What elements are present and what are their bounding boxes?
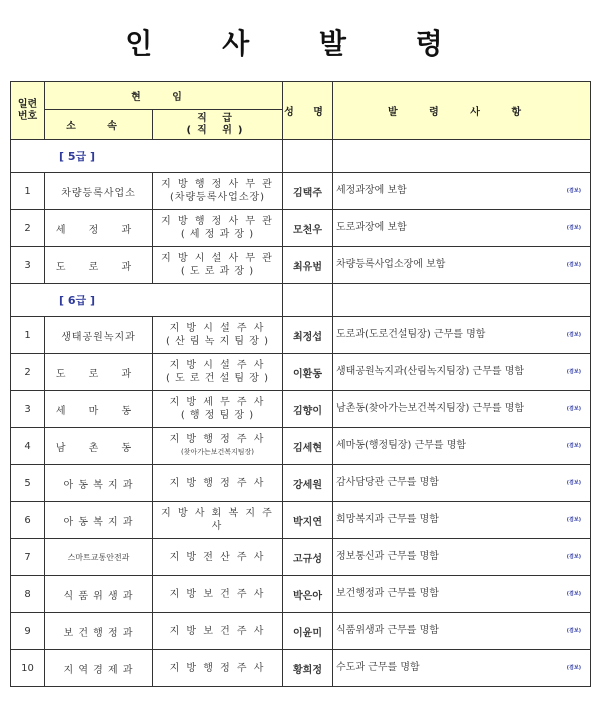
order-text: 도로과(도로건설팀장) 근무를 명함 bbox=[336, 329, 486, 340]
order-text: 세마동(행정팀장) 근무를 명함 bbox=[336, 440, 467, 451]
serial-number: 3 bbox=[11, 247, 45, 284]
serial-number: 1 bbox=[11, 317, 45, 354]
person-name: 모천우 bbox=[283, 210, 333, 247]
order-text: 남촌동(찾아가는보건복지팀장) 근무를 명함 bbox=[336, 403, 525, 414]
person-name: 고규성 bbox=[283, 539, 333, 576]
serial-number: 3 bbox=[11, 391, 45, 428]
concurrent-tag: (겸보) bbox=[566, 188, 581, 194]
person-name: 이환동 bbox=[283, 354, 333, 391]
header-serial-number bbox=[11, 82, 45, 140]
table-row bbox=[11, 317, 591, 354]
order-text: 도로과장에 보함 bbox=[336, 222, 407, 233]
department-cell: 아 동 복 지 과 bbox=[45, 465, 153, 502]
table-row bbox=[11, 173, 591, 210]
section-empty-cell bbox=[283, 284, 333, 317]
order-cell bbox=[333, 210, 591, 247]
order-text: 보건행정과 근무를 명함 bbox=[336, 588, 439, 599]
concurrent-tag: (겸보) bbox=[566, 554, 581, 560]
position-grade: 지 방 보 건 주 사 bbox=[169, 625, 266, 637]
order-cell bbox=[333, 428, 591, 465]
concurrent-tag: (겸보) bbox=[566, 369, 581, 375]
concurrent-tag: (겸보) bbox=[566, 628, 581, 634]
serial-number: 1 bbox=[11, 173, 45, 210]
header-current-post: 현 임 bbox=[45, 82, 283, 110]
page-title: 인 사 발 령 bbox=[125, 27, 473, 60]
header-position bbox=[153, 110, 283, 140]
position-grade: 지 방 행 정 주 사 bbox=[169, 662, 266, 674]
header-name: 성 명 bbox=[283, 82, 333, 140]
table-row bbox=[11, 391, 591, 428]
person-name: 박은아 bbox=[283, 576, 333, 613]
position-cell bbox=[153, 428, 283, 465]
position-grade: 지 방 사 회 복 지 주 사 bbox=[161, 508, 274, 532]
position-cell bbox=[153, 247, 283, 284]
position-grade: 지 방 시 설 주 사 bbox=[169, 323, 266, 334]
order-text: 정보통신과 근무를 명함 bbox=[336, 551, 439, 562]
department-cell: 생태공원녹지과 bbox=[45, 317, 153, 354]
position-grade: 지 방 시 설 사 무 관 bbox=[161, 253, 274, 264]
person-name: 강세원 bbox=[283, 465, 333, 502]
order-cell bbox=[333, 391, 591, 428]
table-row bbox=[11, 613, 591, 650]
position-cell bbox=[153, 173, 283, 210]
section-row bbox=[11, 140, 591, 173]
department-cell: 차량등록사업소 bbox=[45, 173, 153, 210]
position-grade: 지 방 행 정 주 사 bbox=[169, 434, 266, 445]
serial-number: 9 bbox=[11, 613, 45, 650]
header-serial-number-text: 일련 번호 bbox=[17, 98, 38, 122]
serial-number: 2 bbox=[11, 354, 45, 391]
header-department: 소 속 bbox=[45, 110, 153, 140]
table-row bbox=[11, 210, 591, 247]
header-order-details: 발 령 사 항 bbox=[333, 82, 591, 140]
position-cell bbox=[153, 210, 283, 247]
table-row bbox=[11, 247, 591, 284]
department-cell: 세 마 동 bbox=[45, 391, 153, 428]
position-cell bbox=[153, 502, 283, 539]
position-grade: 지 방 시 설 주 사 bbox=[169, 360, 266, 371]
order-cell bbox=[333, 650, 591, 687]
serial-number: 8 bbox=[11, 576, 45, 613]
serial-number: 7 bbox=[11, 539, 45, 576]
table-row bbox=[11, 539, 591, 576]
position-grade: 지 방 보 건 주 사 bbox=[169, 588, 266, 600]
position-title: ( 산 림 녹 지 팀 장 ) bbox=[165, 336, 269, 347]
position-title: (찾아가는보건복지팀장) bbox=[180, 448, 255, 456]
concurrent-tag: (겸보) bbox=[566, 225, 581, 231]
table-row bbox=[11, 465, 591, 502]
order-cell bbox=[333, 539, 591, 576]
order-cell bbox=[333, 613, 591, 650]
concurrent-tag: (겸보) bbox=[566, 591, 581, 597]
table-row bbox=[11, 576, 591, 613]
serial-number: 10 bbox=[11, 650, 45, 687]
department-cell: 지 역 경 제 과 bbox=[45, 650, 153, 687]
concurrent-tag: (겸보) bbox=[566, 443, 581, 449]
position-cell bbox=[153, 354, 283, 391]
department-cell: 스마트교통안전과 bbox=[45, 539, 153, 576]
order-cell bbox=[333, 502, 591, 539]
section-row bbox=[11, 284, 591, 317]
concurrent-tag: (겸보) bbox=[566, 262, 581, 268]
serial-number: 4 bbox=[11, 428, 45, 465]
order-text: 수도과 근무를 명함 bbox=[336, 662, 420, 673]
position-title: ( 도 로 건 설 팀 장 ) bbox=[165, 373, 269, 384]
concurrent-tag: (겸보) bbox=[566, 665, 581, 671]
department-cell: 세 정 과 bbox=[45, 210, 153, 247]
order-cell bbox=[333, 465, 591, 502]
person-name: 이윤미 bbox=[283, 613, 333, 650]
person-name: 김향이 bbox=[283, 391, 333, 428]
order-cell bbox=[333, 576, 591, 613]
order-text: 감사담당관 근무를 명함 bbox=[336, 477, 439, 488]
order-text: 차량등록사업소장에 보함 bbox=[336, 259, 446, 270]
person-name: 최정섭 bbox=[283, 317, 333, 354]
section-grade-cell: [ 5급 ] bbox=[11, 140, 283, 173]
position-title: ( 행 정 팀 장 ) bbox=[180, 410, 255, 421]
person-name: 최유범 bbox=[283, 247, 333, 284]
order-text: 생태공원녹지과(산림녹지팀장) 근무를 명함 bbox=[336, 366, 525, 377]
department-cell: 아 동 복 지 과 bbox=[45, 502, 153, 539]
position-cell bbox=[153, 539, 283, 576]
serial-number: 2 bbox=[11, 210, 45, 247]
department-cell: 도 로 과 bbox=[45, 247, 153, 284]
section-empty-cell bbox=[283, 140, 333, 173]
concurrent-tag: (겸보) bbox=[566, 517, 581, 523]
position-title: ( 도 로 과 장 ) bbox=[180, 266, 255, 277]
department-cell: 보 건 행 정 과 bbox=[45, 613, 153, 650]
concurrent-tag: (겸보) bbox=[566, 480, 581, 486]
table-body bbox=[11, 140, 591, 687]
position-cell bbox=[153, 317, 283, 354]
position-cell bbox=[153, 613, 283, 650]
header-position-text: 직 급 (직 위) bbox=[186, 112, 249, 136]
order-text: 세정과장에 보함 bbox=[336, 185, 407, 196]
serial-number: 5 bbox=[11, 465, 45, 502]
person-name: 박지연 bbox=[283, 502, 333, 539]
concurrent-tag: (겸보) bbox=[566, 332, 581, 338]
position-grade: 지 방 행 정 주 사 bbox=[169, 477, 266, 489]
position-grade: 지 방 행 정 사 무 관 bbox=[161, 216, 274, 227]
department-cell: 남 촌 동 bbox=[45, 428, 153, 465]
position-grade: 지 방 전 산 주 사 bbox=[169, 551, 266, 563]
table-row bbox=[11, 650, 591, 687]
section-grade-cell: [ 6급 ] bbox=[11, 284, 283, 317]
person-name: 김택주 bbox=[283, 173, 333, 210]
person-name: 황희정 bbox=[283, 650, 333, 687]
position-cell bbox=[153, 465, 283, 502]
position-cell bbox=[153, 576, 283, 613]
order-text: 희망복지과 근무를 명함 bbox=[336, 514, 439, 525]
section-empty-cell bbox=[333, 140, 591, 173]
table-row bbox=[11, 502, 591, 539]
position-cell bbox=[153, 391, 283, 428]
table-row bbox=[11, 354, 591, 391]
concurrent-tag: (겸보) bbox=[566, 406, 581, 412]
table-row bbox=[11, 428, 591, 465]
personnel-order-table bbox=[10, 81, 591, 687]
position-title: ( 세 정 과 장 ) bbox=[180, 229, 255, 240]
position-grade: 지 방 행 정 사 무 관 bbox=[161, 179, 274, 190]
position-title: (차량등록사업소장) bbox=[169, 192, 266, 203]
position-cell bbox=[153, 650, 283, 687]
serial-number: 6 bbox=[11, 502, 45, 539]
order-text: 식품위생과 근무를 명함 bbox=[336, 625, 439, 636]
person-name: 김세현 bbox=[283, 428, 333, 465]
order-cell bbox=[333, 173, 591, 210]
position-grade: 지 방 세 무 주 사 bbox=[169, 397, 266, 408]
order-cell bbox=[333, 354, 591, 391]
order-cell bbox=[333, 247, 591, 284]
department-cell: 식 품 위 생 과 bbox=[45, 576, 153, 613]
section-empty-cell bbox=[333, 284, 591, 317]
department-cell: 도 로 과 bbox=[45, 354, 153, 391]
order-cell bbox=[333, 317, 591, 354]
